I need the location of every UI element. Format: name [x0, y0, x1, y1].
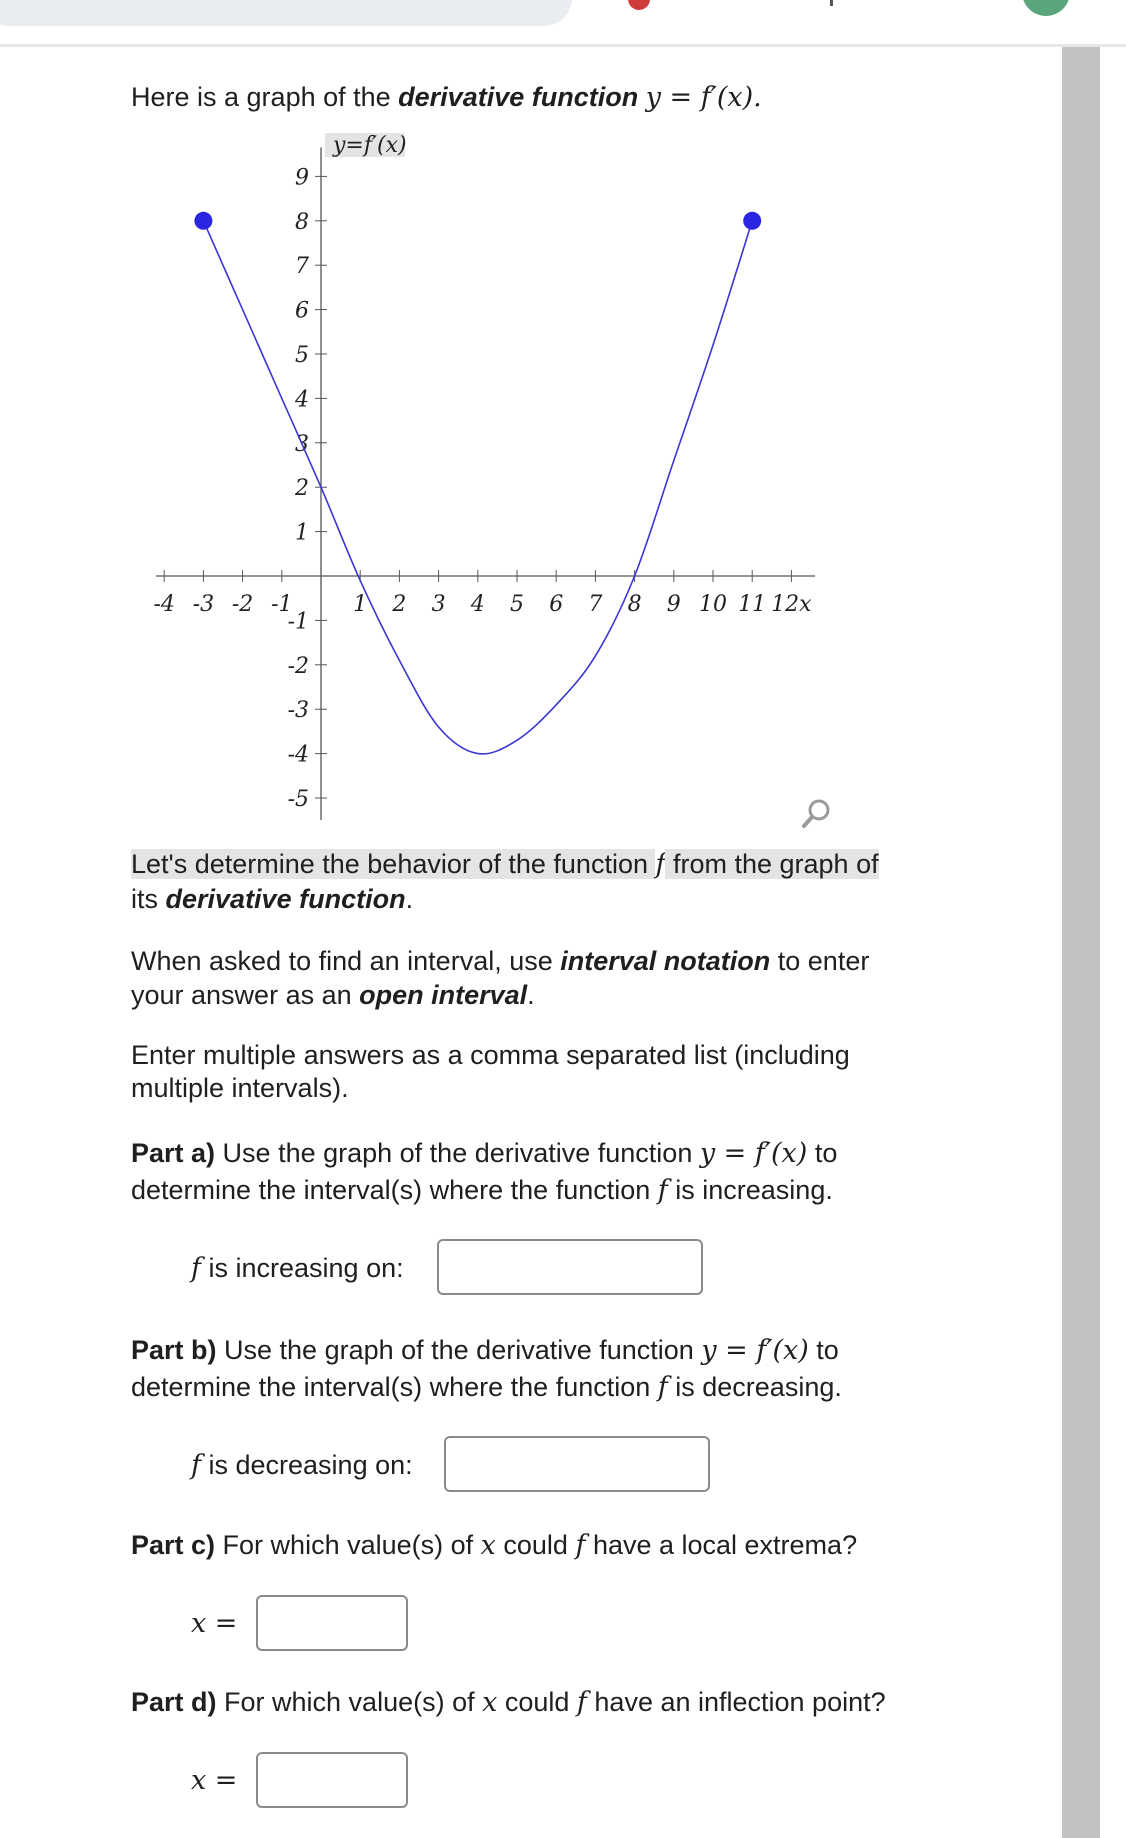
y-tick-label: 1 — [295, 520, 309, 546]
part-d-input-label: x = — [191, 1765, 238, 1796]
part-c-text: For which value(s) of — [215, 1530, 481, 1560]
part-c-text: have a local extrema? — [585, 1530, 858, 1560]
increasing-interval-input[interactable] — [437, 1239, 703, 1295]
x-tick-label: -1 — [271, 592, 293, 617]
y-tick-label: 3 — [295, 431, 309, 457]
part-d-label: Part d) — [131, 1687, 217, 1717]
x-tick-label: 10 — [699, 592, 727, 617]
intro-prefix: Here is a graph of the — [131, 82, 399, 112]
y-tick-label: -3 — [287, 698, 309, 724]
x-tick-label: -2 — [231, 592, 254, 617]
intro2-line2-prefix: its — [131, 884, 166, 914]
x-tick-label: 5 — [510, 592, 524, 617]
tick-labels — [153, 165, 812, 812]
intro2-line2 — [131, 882, 413, 916]
x-tick-label: 2 — [392, 592, 407, 617]
instructions-p2-line2: multiple intervals). — [131, 1073, 349, 1103]
part-b-math: y = f′(x) — [701, 1335, 809, 1366]
derivative-graph — [131, 130, 841, 820]
axes — [156, 147, 815, 820]
x-tick-label: 6 — [549, 592, 564, 617]
part-b-line2 — [131, 1370, 842, 1405]
part-a-label: Part a) — [131, 1138, 216, 1168]
instr-text: to enter — [770, 946, 870, 976]
part-a-text: is increasing. — [667, 1175, 833, 1205]
part-b-f: f — [657, 1372, 668, 1403]
part-a-f: f — [657, 1175, 668, 1206]
toolbar-divider — [830, 0, 833, 6]
x-tick-label: 12x — [771, 592, 812, 617]
part-b-text: determine the interval(s) where the function — [131, 1372, 658, 1402]
part-a-text: determine the interval(s) where the function — [131, 1175, 658, 1205]
part-b-text: to — [808, 1335, 839, 1365]
instructions-p2-line1: Enter multiple answers as a comma separated list (including — [131, 1040, 850, 1070]
x-tick-label: 9 — [666, 592, 681, 617]
local-extrema-input[interactable] — [256, 1595, 408, 1651]
part-a-line2 — [131, 1173, 833, 1208]
part-b-text: is decreasing. — [667, 1372, 842, 1402]
y-tick-label: 4 — [295, 387, 309, 413]
intro-math: y = f′(x). — [645, 82, 762, 113]
endpoints — [194, 212, 761, 230]
intro-bold: derivative function — [398, 82, 639, 112]
inflection-point-input[interactable] — [256, 1752, 408, 1808]
graph-title: y=f′(x) — [333, 133, 407, 158]
instr-bold: interval notation — [560, 946, 771, 976]
y-tick-label: 6 — [295, 298, 309, 324]
endpoint-dot — [743, 212, 761, 230]
y-tick-label: -4 — [287, 742, 309, 768]
part-a-input-label — [191, 1251, 404, 1286]
instructions-p1-line2 — [131, 978, 535, 1012]
x-tick-label: -3 — [192, 592, 215, 617]
y-tick-label: -1 — [287, 609, 309, 635]
x-tick-label: 8 — [627, 592, 642, 617]
instr-bold: open interval — [359, 980, 528, 1010]
y-tick-label: 2 — [295, 476, 309, 502]
part-a-input-text: is increasing on: — [201, 1253, 404, 1283]
intro2-f: f — [655, 849, 666, 880]
part-d-f: f — [576, 1687, 587, 1718]
intro2-line1 — [131, 847, 879, 882]
endpoint-dot — [194, 212, 212, 230]
part-b-input-f: f — [191, 1450, 201, 1481]
intro2-text-a: Let's determine the behavior of the function — [131, 849, 656, 879]
y-tick-label: -2 — [287, 653, 309, 679]
browser-tab[interactable] — [0, 0, 572, 26]
browser-top-strip — [0, 0, 1126, 47]
part-b-label: Part b) — [131, 1335, 217, 1365]
part-a-text: to — [807, 1138, 838, 1168]
y-tick-label: 7 — [295, 254, 309, 280]
part-a-math: y = f′(x) — [699, 1138, 808, 1169]
avatar[interactable] — [1022, 0, 1070, 16]
y-tick-label: 5 — [295, 343, 309, 368]
intro2-text-b: from the graph of — [665, 849, 879, 879]
x-tick-label: 4 — [470, 592, 485, 617]
intro2-line2-end: . — [405, 884, 414, 914]
part-d-text: have an inflection point? — [586, 1687, 886, 1717]
zoom-icon[interactable] — [799, 796, 837, 832]
scrollbar[interactable] — [1062, 47, 1100, 1838]
intro2-line2-bold: derivative function — [165, 884, 406, 914]
part-b-input-text: is decreasing on: — [201, 1450, 413, 1480]
instr-text: When asked to find an interval, use — [131, 946, 561, 976]
intro-line — [131, 80, 762, 115]
instr-text: . — [527, 980, 535, 1010]
part-b-line1 — [131, 1333, 839, 1368]
part-c-f: f — [575, 1530, 586, 1561]
part-c-text: could — [495, 1530, 576, 1560]
part-c-label: Part c) — [131, 1530, 216, 1560]
x-tick-label: -4 — [153, 592, 175, 617]
x-tick-label: 11 — [738, 592, 767, 617]
part-d-line — [131, 1685, 886, 1720]
part-c-x: x — [480, 1530, 496, 1561]
ticks — [164, 176, 791, 798]
part-d-text: For which value(s) of — [216, 1687, 483, 1717]
x-tick-label: 3 — [431, 592, 446, 617]
y-tick-label: 8 — [295, 209, 309, 235]
part-c-input-label: x = — [191, 1608, 238, 1639]
part-d-text: could — [497, 1687, 577, 1717]
part-b-input-label — [191, 1448, 413, 1483]
part-a-line1 — [131, 1136, 837, 1171]
x-tick-label: 7 — [588, 592, 603, 617]
instr-text: your answer as an — [131, 980, 360, 1010]
part-c-line — [131, 1528, 857, 1563]
x-tick-label: 1 — [353, 592, 368, 617]
y-tick-label: -5 — [287, 787, 309, 812]
part-a-input-f: f — [191, 1253, 201, 1284]
instructions-p1-line1 — [131, 944, 869, 978]
y-tick-label: 9 — [295, 165, 309, 191]
part-a-text: Use the graph of the derivative function — [215, 1138, 700, 1168]
decreasing-interval-input[interactable] — [444, 1436, 710, 1492]
derivative-curve — [203, 221, 752, 754]
part-b-text: Use the graph of the derivative function — [216, 1335, 702, 1365]
part-d-x: x — [482, 1687, 498, 1718]
record-icon[interactable] — [628, 0, 650, 10]
